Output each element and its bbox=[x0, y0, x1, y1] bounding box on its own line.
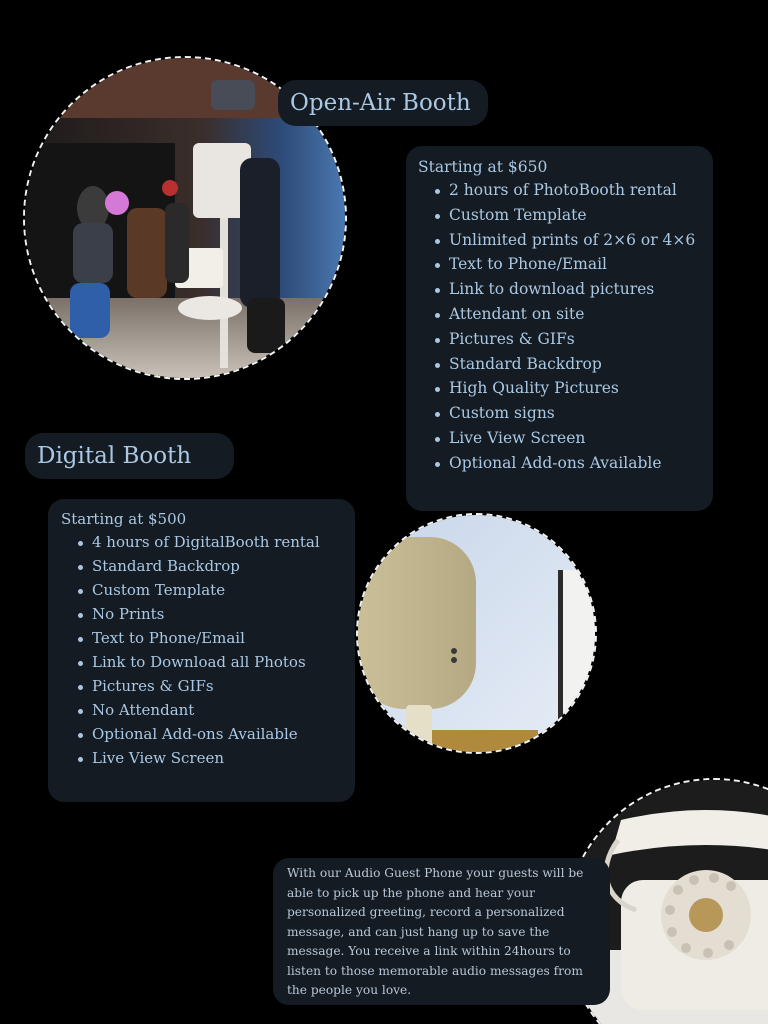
feature-item: Live View Screen bbox=[435, 426, 701, 451]
feature-item: 2 hours of PhotoBooth rental bbox=[435, 178, 701, 203]
digital-booth-photo bbox=[356, 513, 597, 754]
feature-item: 4 hours of DigitalBooth rental bbox=[78, 530, 342, 554]
open-air-booth-price: Starting at $650 bbox=[418, 158, 548, 176]
open-air-booth-features bbox=[418, 178, 701, 476]
audio-guest-phone-description: With our Audio Guest Phone your guests will be able to pick up the phone and hear your personalized greeting, record a personalized message, and can just hang up to save the message. You receive a link within 24hours to listen to those memorable audio messages from the people you love. bbox=[287, 866, 584, 997]
feature-item: No Prints bbox=[78, 602, 342, 626]
feature-item: Pictures & GIFs bbox=[435, 327, 701, 352]
audio-guest-phone-card bbox=[273, 858, 610, 1005]
feature-item: Optional Add-ons Available bbox=[435, 451, 701, 476]
feature-item: Custom Template bbox=[435, 203, 701, 228]
open-air-booth-title: Open-Air Booth bbox=[278, 80, 488, 126]
digital-booth-price: Starting at $500 bbox=[61, 510, 187, 528]
feature-item: Custom signs bbox=[435, 401, 701, 426]
feature-item: Custom Template bbox=[78, 578, 342, 602]
feature-item: Link to Download all Photos bbox=[78, 650, 342, 674]
feature-item: No Attendant bbox=[78, 698, 342, 722]
digital-booth-title: Digital Booth bbox=[25, 433, 234, 479]
feature-item: Live View Screen bbox=[78, 746, 342, 770]
digital-booth-features bbox=[61, 530, 342, 770]
feature-item: High Quality Pictures bbox=[435, 376, 701, 401]
feature-item: Pictures & GIFs bbox=[78, 674, 342, 698]
digital-booth-illustration bbox=[358, 515, 595, 752]
feature-item: Attendant on site bbox=[435, 302, 701, 327]
feature-item: Standard Backdrop bbox=[78, 554, 342, 578]
feature-item: Unlimited prints of 2×6 or 4×6 bbox=[435, 228, 701, 253]
feature-item: Text to Phone/Email bbox=[435, 252, 701, 277]
digital-booth-card bbox=[48, 499, 355, 802]
feature-item: Text to Phone/Email bbox=[78, 626, 342, 650]
feature-item: Standard Backdrop bbox=[435, 352, 701, 377]
feature-item: Optional Add-ons Available bbox=[78, 722, 342, 746]
feature-item: Link to download pictures bbox=[435, 277, 701, 302]
open-air-booth-card bbox=[406, 146, 713, 511]
